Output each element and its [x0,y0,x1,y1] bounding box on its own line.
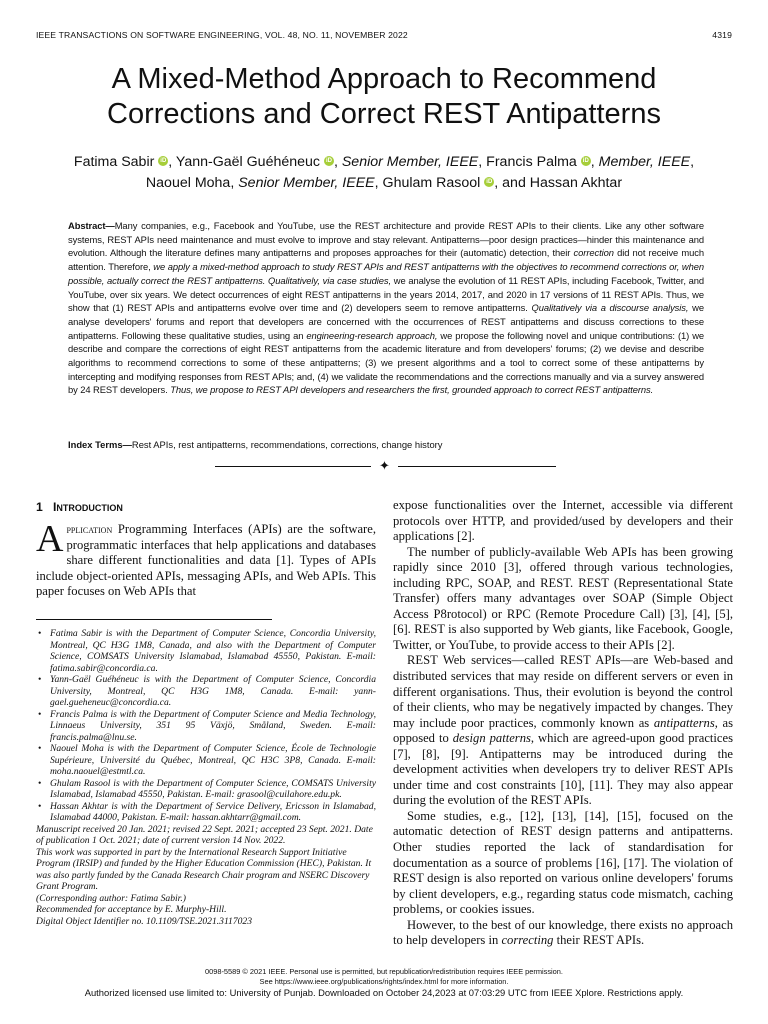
body-paragraph: expose functionalities over the Internet, accessible via different protocols over HTTP, and provided/used by developers and their applications [2]. [393,498,733,544]
author-name: Naouel Moha [145,175,231,191]
abstract-text: did not receive much attention. Therefore, [68,247,704,273]
abstract-emphasis: Thus, we propose to REST API developers and researchers the first, grounded approach to correct REST antipatterns. [170,384,654,396]
footnotes [36,628,376,927]
author-role: Member, IEEE [598,154,691,170]
author-name: Fatima Sabir [73,154,155,170]
funding-note: This work was supported in part by the International Research Support Initiative Program (IRSIP) and funded by the Higher Education Commission (HEC), Pakistan. It was also partly funded by the Canada Research Chair program and NSERC Discovery Grant Program. [36,846,372,892]
abstract-emphasis: we apply a mixed-method approach to study REST APIs and REST antipatterns with the objectives to recommend corrections or, when possible, actually correct the REST antipatterns. Qualitatively, via case studies, [68,261,705,286]
affiliation-note: • Yann-Gaël Guéhéneuc is with the Department of Computer Science, Concordia University, Montreal, QC H3G 1M8, Canada. E-mail: yann-gael.gueheneuc@concordia.ca. [50,674,376,709]
corresponding-author-note: (Corresponding author: Fatima Sabir.) [36,892,186,904]
footnote-rule [36,619,272,620]
author-name: Ghulam Rasool [382,175,481,191]
divider-right [398,466,556,467]
section-heading [36,500,123,514]
author-list: Fatima Sabir iD , Yann-Gaël Guéhéneuc iD , Senior Member, IEEE, Francis Palma iD , Member, IEEE, Naouel Moha, Senior Member, IEEE, Ghulam Rasool iD , and Hassan Akhtar [73,154,695,191]
right-column [393,498,733,949]
author-role: Senior Member, IEEE [238,175,375,191]
title-line-2: Corrections and Correct REST Antipatterns [107,98,661,130]
body-text: Programming Interfaces (APIs) are the software, programmatic interfaces that help applications and databases share different functionalities and data [1]. Types of APIs include object-oriented APIs, messaging APIs, and Web APIs. This paper focuses on Web APIs that [36,522,376,599]
abstract-text: we propose the following novel and unique contributions: (1) we describe and compare the corrections of eight REST antipatterns from the academic literature and from developers' forums; (2) we devise and describe algorithms to recommend corrections to some of these antipatterns; (3) we present algorithms and a tool to correct some of these antipatterns by intercepting and modifying responses from REST APIs; and, (4) we validate the recommendations and the corrections manually and via a survey answered by 24 REST developers. [68,329,705,396]
abstract-label: Abstract [68,220,106,231]
divider-left [215,466,371,467]
orcid-icon[interactable]: iD [486,179,493,185]
index-terms-text: Rest APIs, rest antipatterns, recommendations, corrections, change history [131,439,443,450]
body-paragraph: However, to the best of our knowledge, there exists no approach to help developers in correcting their REST APIs. [393,917,733,948]
copyright-line: 0098-5589 © 2021 IEEE. Personal use is permitted, but republication/redistribution requires IEEE permission. [205,967,563,976]
intro-paragraph [36,518,376,600]
affiliation-note: • Naouel Moha is with the Department of Computer Science, École de Technologie Supérieure, Université du Québec, Montreal, QC H3C 3P8, Canada. E-mail: moha.naouel@estmtl.ca. [50,743,376,778]
drop-cap: A [36,518,64,560]
orcid-icon[interactable]: iD [160,158,167,164]
affiliation-note: • Fatima Sabir is with the Department of Computer Science, Concordia University, Montreal, QC H3G 1M8, Canada, and also with the Department of Computer Science, COMSATS University Islamabad, Islamabad 45550, Pakistan. E-mail: fatima.sabir@concordia.ca. [50,628,376,674]
author-name: Yann-Gaël Guéhéneuc [175,154,320,170]
abstract-text: Many companies, e.g., Facebook and YouTube, use the REST architecture and provide REST APIs to their clients. Like any other software systems, REST APIs need maintenance and must evolve to improve and stay relevant. Antipatterns—poor design practices—hinder this maintenance and evolution. Although the literature defines many antipatterns and proposes approaches for their (automatic) detection, their [68,220,704,259]
abstract-emphasis: correction [573,247,614,259]
abstract-text: we analyse the evolution of 11 REST APIs, including Facebook, Twitter, and YouTube, over six years. We detect occurrences of eight REST antipatterns in the years 2014, 2017, and 2020 in 17 versions of 11 REST APIs. Thus, we show that (1) REST APIs and antipatterns evolve over time and (2) developers seem to remove antipatterns. [68,274,704,314]
author-name: Francis Palma [486,154,577,170]
manuscript-note: Manuscript received 20 Jan. 2021; revised 22 Sept. 2021; accepted 23 Sept. 2021. Date of publication 1 Oct. 2021; date of current version 14 Nov. 2022. [36,823,373,846]
orcid-icon[interactable]: iD [582,158,589,164]
abstract-text: we analyse developers' forums and report that developers are concerned with the occurrences of REST antipatterns and discuss corrections to these antipatterns. Following these qualitative studies, using an [68,302,704,341]
author-name: and Hassan Akhtar [502,175,623,191]
body-paragraph: The number of publicly-available Web APIs has been growing rapidly since 2010 [3], offered through various technologies, including RPC, SOAP, and REST. REST (Representational State Transfer) offers many advantages over SOAP (Simple Object Access P8rotocol) or RPC (Remote Procedure Call) [3], [4], [5], [6]. REST is also supported by Web giants, like Facebook, Google, Twitter, or YouTube, to provide access to their APIs [2]. [393,544,733,652]
page-number: 4319 [712,30,732,40]
abstract: Abstract—Many companies, e.g., Facebook and YouTube, use the REST architecture and provide REST APIs to their clients. Like any other software systems, REST APIs need maintenance and must evolve to improve and stay relevant. Antipatterns—poor design practices—hinder this maintenance and evolution. Although the literature defines many antipatterns and proposes approaches for their (automatic) detection, their correction did not receive much attention. Therefore, we apply a mixed-method approach to study REST APIs and REST antipatterns with the objectives to recommend corrections or, when possible, actually correct the REST antipatterns. Qualitatively, via case studies, we analyse the evolution of 11 REST APIs, including Facebook, Twitter, and YouTube, over six years. We detect occurrences of eight REST antipatterns in the years 2014, 2017, and 2020 in 17 versions of 11 REST APIs. Thus, we show that (1) REST APIs and antipatterns evolve over time and (2) developers seem to remove antipatterns. Qualitatively via a discourse analysis, we analyse developers' forums and report that developers are concerned with the occurrences of REST antipatterns and discuss corrections to these antipatterns. Following these qualitative studies, using an engineering-research approach, we propose the following novel and unique contributions: (1) we describe and compare the corrections of eight REST antipatterns from the academic literature and from developers' forums; (2) we devise and describe algorithms to recommend corrections to some of these antipatterns; (3) we present algorithms and a tool to correct some of these antipatterns by intercepting and modifying responses from REST APIs; and, (4) we validate the recommendations and the corrections manually and via a survey answered by 24 REST developers. Thus, we propose to REST API developers and researchers the first, grounded approach to correct REST antipatterns. [68,220,705,396]
smallcaps-word: pplication [66,522,113,536]
section-title: Introduction [52,500,123,514]
section-number: 1 [36,500,43,514]
running-header [36,30,732,44]
index-terms: Index Terms—Rest APIs, rest antipatterns, recommendations, corrections, change history [68,439,443,450]
abstract-emphasis: engineering-research approach, [306,329,438,341]
index-terms-label: Index Terms [68,439,123,450]
author-role: Senior Member, IEEE [341,154,479,170]
title-line-1: A Mixed-Method Approach to Recommend [111,63,657,95]
affiliation-note: • Ghulam Rasool is with the Department of Computer Science, COMSATS University Islamabad, Islamabad 45550, Pakistan. E-mail: grasool@cuilahore.edu.pk. [50,778,376,801]
copyright-notice [0,967,768,986]
paper-title [20,62,748,132]
rights-link[interactable]: See https://www.ieee.org/publications/rights/index.html for more information. [259,976,509,986]
abstract-emphasis: Qualitatively via a discourse analysis, [531,302,689,314]
journal-name: IEEE TRANSACTIONS ON SOFTWARE ENGINEERING, VOL. 48, NO. 11, NOVEMBER 2022 [36,30,408,40]
doi-note: Digital Object Identifier no. 10.1109/TSE.2021.3117023 [36,915,253,927]
body-paragraph: Some studies, e.g., [12], [13], [14], [15], focused on the automatic detection of REST design patterns and antipatterns. Other studies reported the lack of standardisation for documentation as a source of problems [16], [17]. The violation of REST design is also reported on various online developers' forums by client developers, e.g., regarding status code mismatch, caching problems, or cookies issues. [393,808,733,917]
affiliation-note: • Hassan Akhtar is with the Department of Service Delivery, Ericsson in Islamabad, Islamabad 44000, Pakistan. E-mail: hassan.akhtarr@gmail.com. [50,801,376,824]
affiliation-note: • Francis Palma is with the Department of Computer Science and Media Technology, Linnaeus University, 351 95 Växjö, Småland, Sweden. E-mail: francis.palma@lnu.se. [50,709,376,744]
license-notice: Authorized licensed use limited to: University of Punjab. Downloaded on October 24,2023 at 07:03:29 UTC from IEEE Xplore. Restrictions apply. [84,987,684,998]
diamond-ornament: ✦ [379,458,390,473]
body-paragraph: REST Web services—called REST APIs—are Web-based and distributed services that may reside on different servers or even in different organisations. Thus, their evolution is beyond the control of their clients, who may be negatively impacted by changes. They may include poor practices, commonly known as antipatterns, as opposed to design patterns, which are agreed-upon good practices [7], [8], [9]. Antipatterns may be introduced during the development activities when developers try to deliver REST APIs under time and cost constraints [10], [11]. They may also appear during the evolution of the REST APIs. [393,653,734,808]
recommendation-note: Recommended for acceptance by E. Murphy-Hill. [36,904,227,915]
orcid-icon[interactable]: iD [325,158,332,164]
